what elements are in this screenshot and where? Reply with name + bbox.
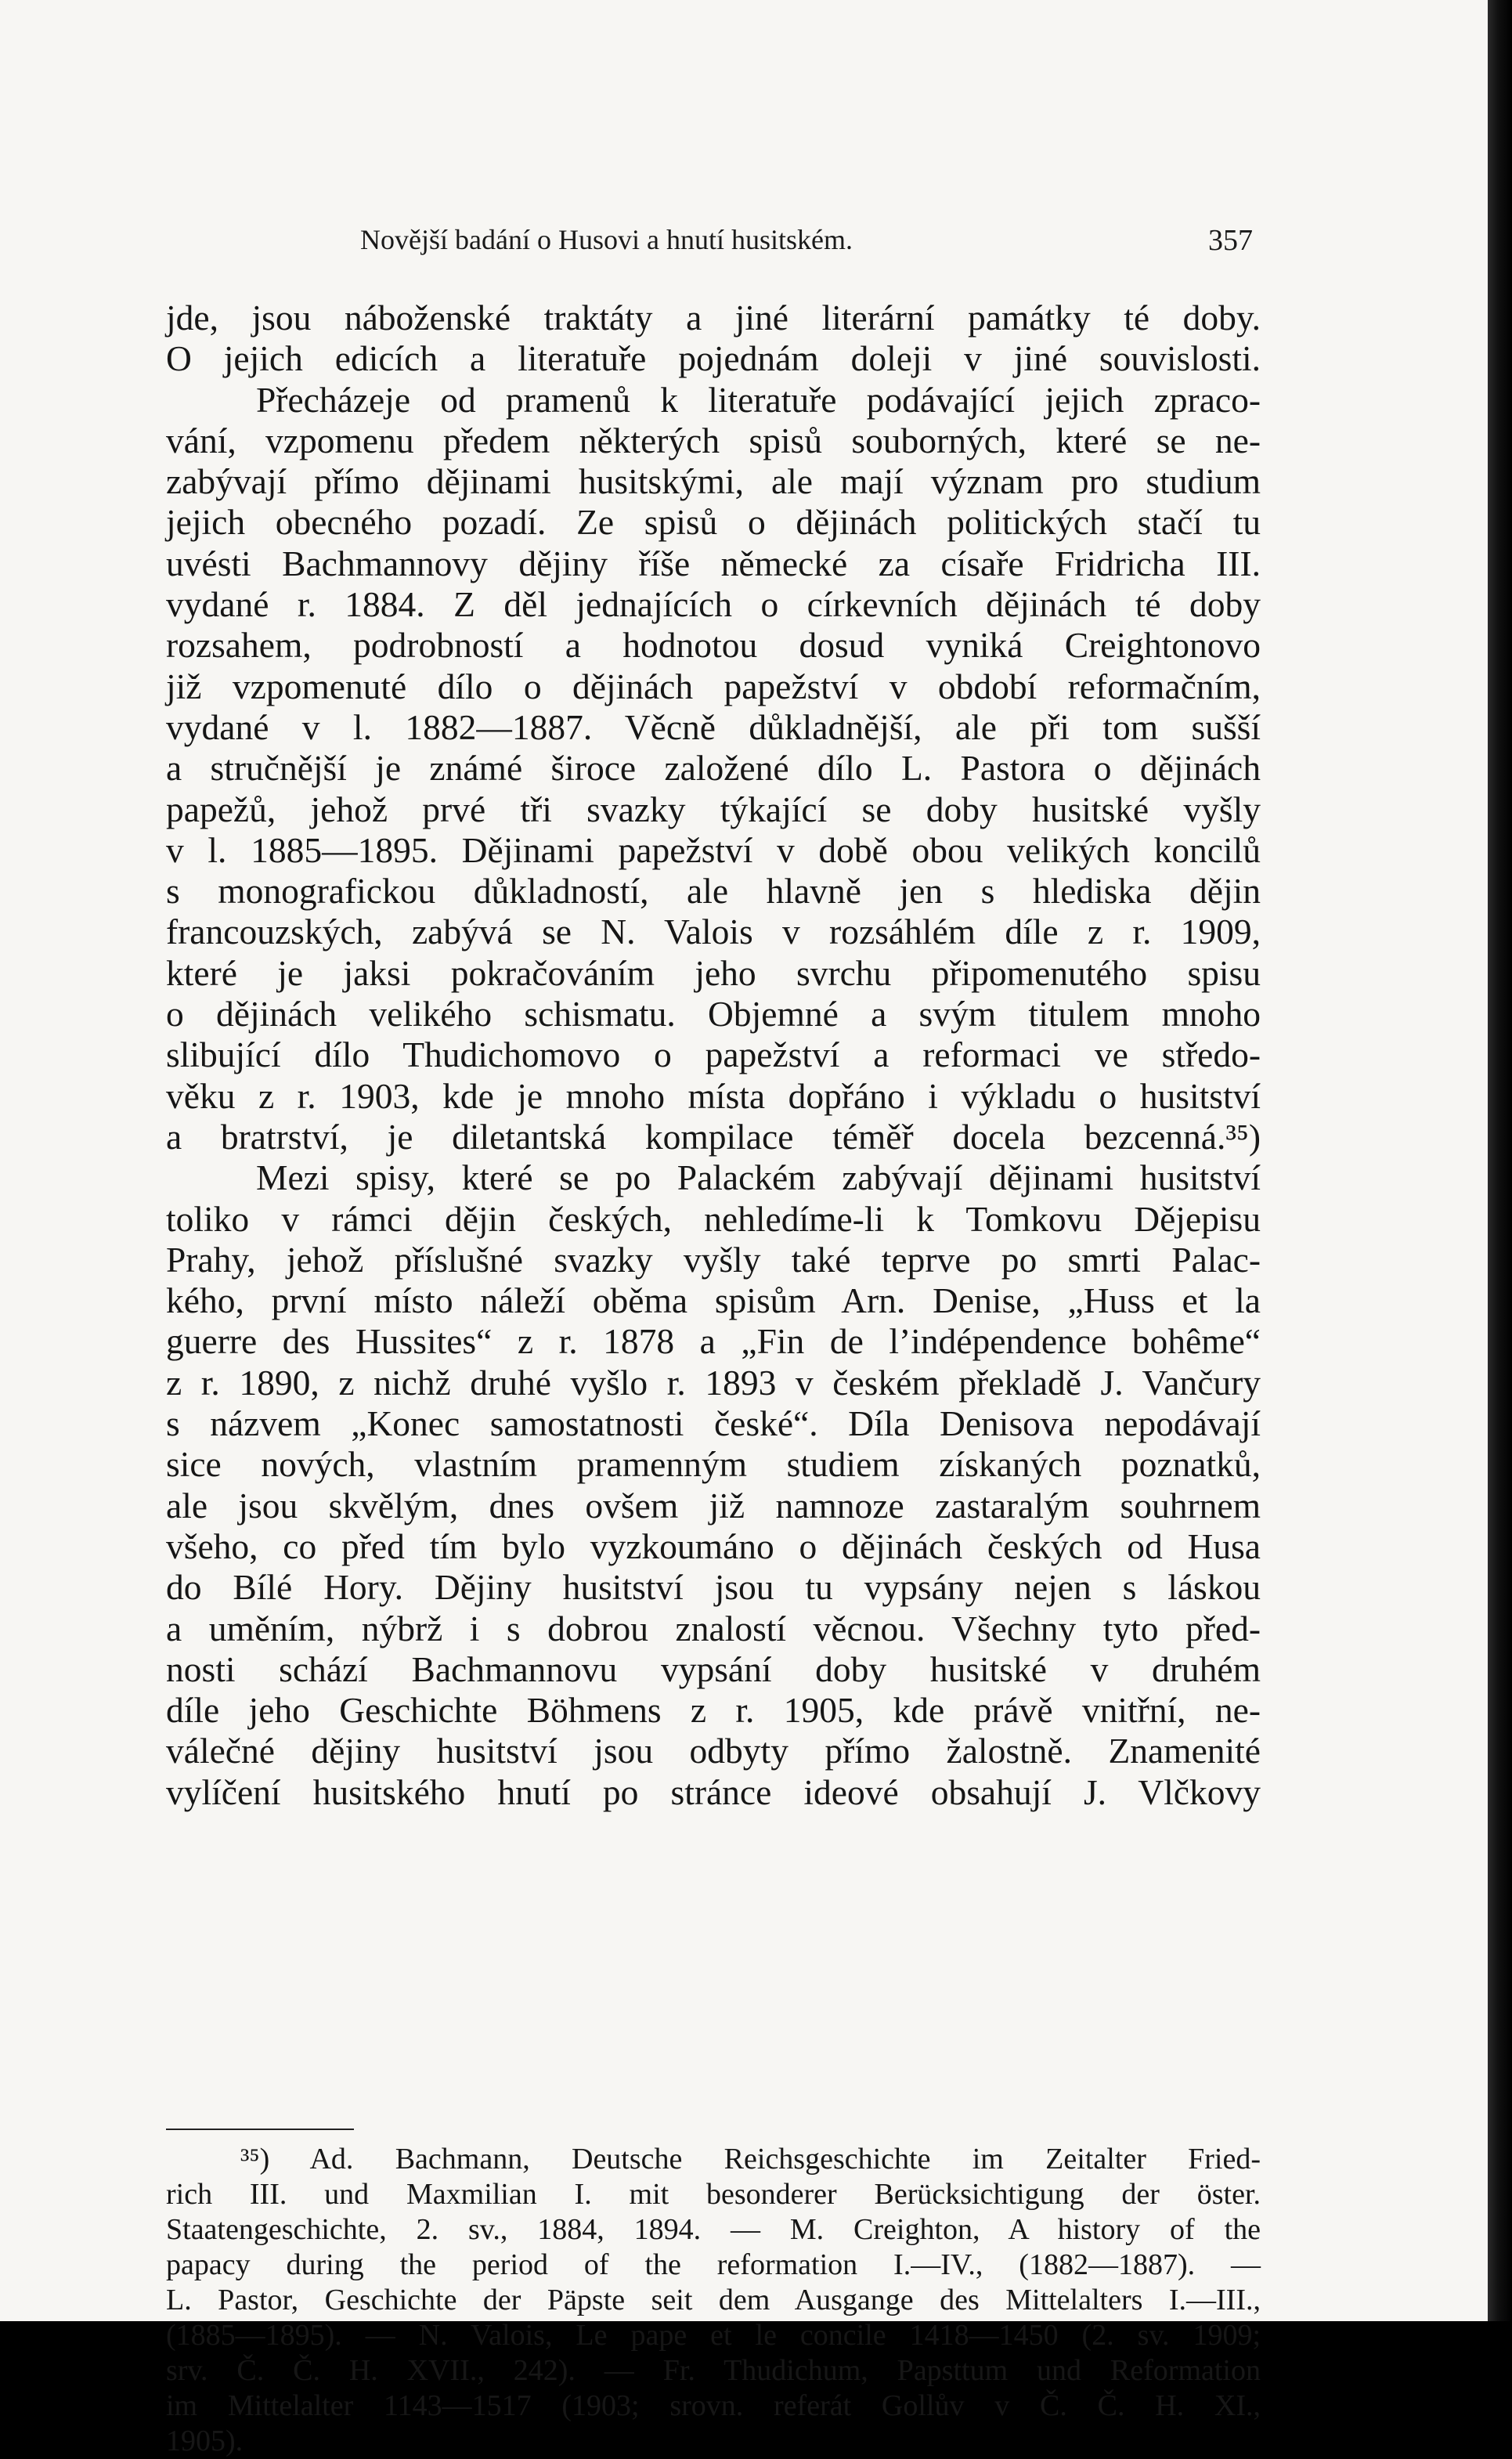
text-line: Mezi spisy, které se po Palackém zabývají dějinami husitství: [256, 1157, 1261, 1198]
text-line: guerre des Hussites“ z r. 1878 a „Fin de l’indépendence bohême“: [166, 1321, 1261, 1362]
text-line: věku z r. 1903, kde je mnoho místa dopřáno i výkladu o husitství: [166, 1075, 1261, 1116]
footnote-line: rich III. und Maxmilian I. mit besonderer Berücksichtigung der öster.: [166, 2178, 1261, 2211]
text-line: sice nových, vlastním pramenným studiem získaných poznatků,: [166, 1444, 1261, 1485]
text-line: které je jaksi pokračováním jeho svrchu připomenutého spisu: [166, 952, 1261, 993]
text-line: s názvem „Konec samostatnosti české“. Díla Denisova nepodávají: [166, 1403, 1261, 1444]
footnote-line: Staatengeschichte, 2. sv., 1884, 1894. — M. Creighton, A history of the: [166, 2213, 1261, 2246]
footnote-line: papacy during the period of the reformation I.—IV., (1882—1887). —: [166, 2248, 1261, 2281]
body-text: [166, 298, 1261, 1813]
text-line: vydané v l. 1882—1887. Věcně důkladnější, ale při tom sušší: [166, 706, 1261, 747]
text-line: o dějinách velikého schismatu. Objemné a svým titulem mnoho: [166, 994, 1261, 1035]
footnote-line: L. Pastor, Geschichte der Päpste seit dem Ausgange des Mittelalters I.—III.,: [166, 2284, 1261, 2316]
text-line: francouzských, zabývá se N. Valois v rozsáhlém díle z r. 1909,: [166, 912, 1261, 952]
text-line: a uměním, nýbrž i s dobrou znalostí věcnou. Všechny tyto před-: [166, 1608, 1261, 1648]
text-line: papežů, jehož prvé tři svazky týkající se doby husitské vyšly: [166, 789, 1261, 829]
text-line: toliko v rámci dějin českých, nehledíme-li k Tomkovu Dějepisu: [166, 1198, 1261, 1239]
text-line: Prahy, jehož příslušné svazky vyšly také teprve po smrti Palac-: [166, 1239, 1261, 1280]
text-line: vylíčení husitského hnutí po stránce ideové obsahují J. Vlčkovy: [166, 1771, 1261, 1812]
text-line: zabývají přímo dějinami husitskými, ale mají význam pro studium: [166, 461, 1261, 502]
footnote-line: 1905).: [166, 2425, 244, 2457]
text-line: v l. 1885—1895. Dějinami papežství v době obou velikých koncilů: [166, 829, 1261, 870]
text-line: Přecházeje od pramenů k literatuře podávající jejich zpraco-: [256, 379, 1261, 420]
scan-edge: [1488, 0, 1512, 2321]
text-line: s monografickou důkladností, ale hlavně jen s hlediska dějin: [166, 871, 1261, 912]
text-line: uvésti Bachmannovy dějiny říše německé za císaře Fridricha III.: [166, 543, 1261, 583]
header-title: Novější badání o Husovi a hnutí husitském.: [360, 224, 853, 255]
footnotes: [166, 2142, 1261, 2459]
text-line: díle jeho Geschichte Böhmens z r. 1905, kde právě vnitřní, ne-: [166, 1690, 1261, 1731]
text-line: a bratrství, je diletantská kompilace téměř docela bezcenná.³⁵): [166, 1116, 1261, 1157]
running-header: [360, 223, 1261, 262]
text-line: nosti schází Bachmannovu vypsání doby husitské v druhém: [166, 1648, 1261, 1689]
text-line: ale jsou skvělým, dnes ovšem již namnoze zastaralým souhrnem: [166, 1485, 1261, 1526]
text-line: O jejich edicích a literatuře pojednám doleji v jiné souvislosti.: [166, 338, 1261, 379]
footnote-line: ³⁵) Ad. Bachmann, Deutsche Reichsgeschichte im Zeitalter Fried-: [240, 2143, 1261, 2176]
footnote-line: im Mittelalter 1143—1517 (1903; srovn. referát Gollův v Č. Č. H. XI.,: [166, 2389, 1261, 2422]
text-line: válečné dějiny husitství jsou odbyty přímo žalostně. Znamenité: [166, 1731, 1261, 1771]
text-line: jejich obecného pozadí. Ze spisů o dějinách politických stačí tu: [166, 502, 1261, 543]
page-number: 357: [1208, 224, 1253, 257]
text-line: a stručnější je známé široce založené dílo L. Pastora o dějinách: [166, 748, 1261, 789]
footnote-separator: [166, 2129, 354, 2130]
text-line: jde, jsou náboženské traktáty a jiné literární památky té doby.: [166, 298, 1261, 338]
text-line: všeho, co před tím bylo vyzkoumáno o dějinách českých od Husa: [166, 1526, 1261, 1566]
footnote-line: (1885—1895). — N. Valois, Le pape et le concile 1418—1450 (2. sv. 1909;: [166, 2319, 1261, 2352]
text-line: vydané r. 1884. Z děl jednajících o církevních dějinách té doby: [166, 584, 1261, 625]
text-line: rozsahem, podrobností a hodnotou dosud vyniká Creightonovo: [166, 625, 1261, 666]
text-line: již vzpomenuté dílo o dějinách papežství v období reformačním,: [166, 666, 1261, 706]
text-line: slibující dílo Thudichomovo o papežství a reformaci ve středo-: [166, 1035, 1261, 1075]
footnote-line: srv. Č. Č. H. XVII., 242). — Fr. Thudichum, Papsttum und Reformation: [166, 2354, 1261, 2387]
text-line: do Bílé Hory. Dějiny husitství jsou tu vypsány nejen s láskou: [166, 1567, 1261, 1608]
text-line: vání, vzpomenu předem některých spisů souborných, které se ne-: [166, 420, 1261, 460]
text-line: z r. 1890, z nichž druhé vyšlo r. 1893 v českém překladě J. Vančury: [166, 1362, 1261, 1403]
text-line: kého, první místo náleží oběma spisům Arn. Denise, „Huss et la: [166, 1280, 1261, 1321]
